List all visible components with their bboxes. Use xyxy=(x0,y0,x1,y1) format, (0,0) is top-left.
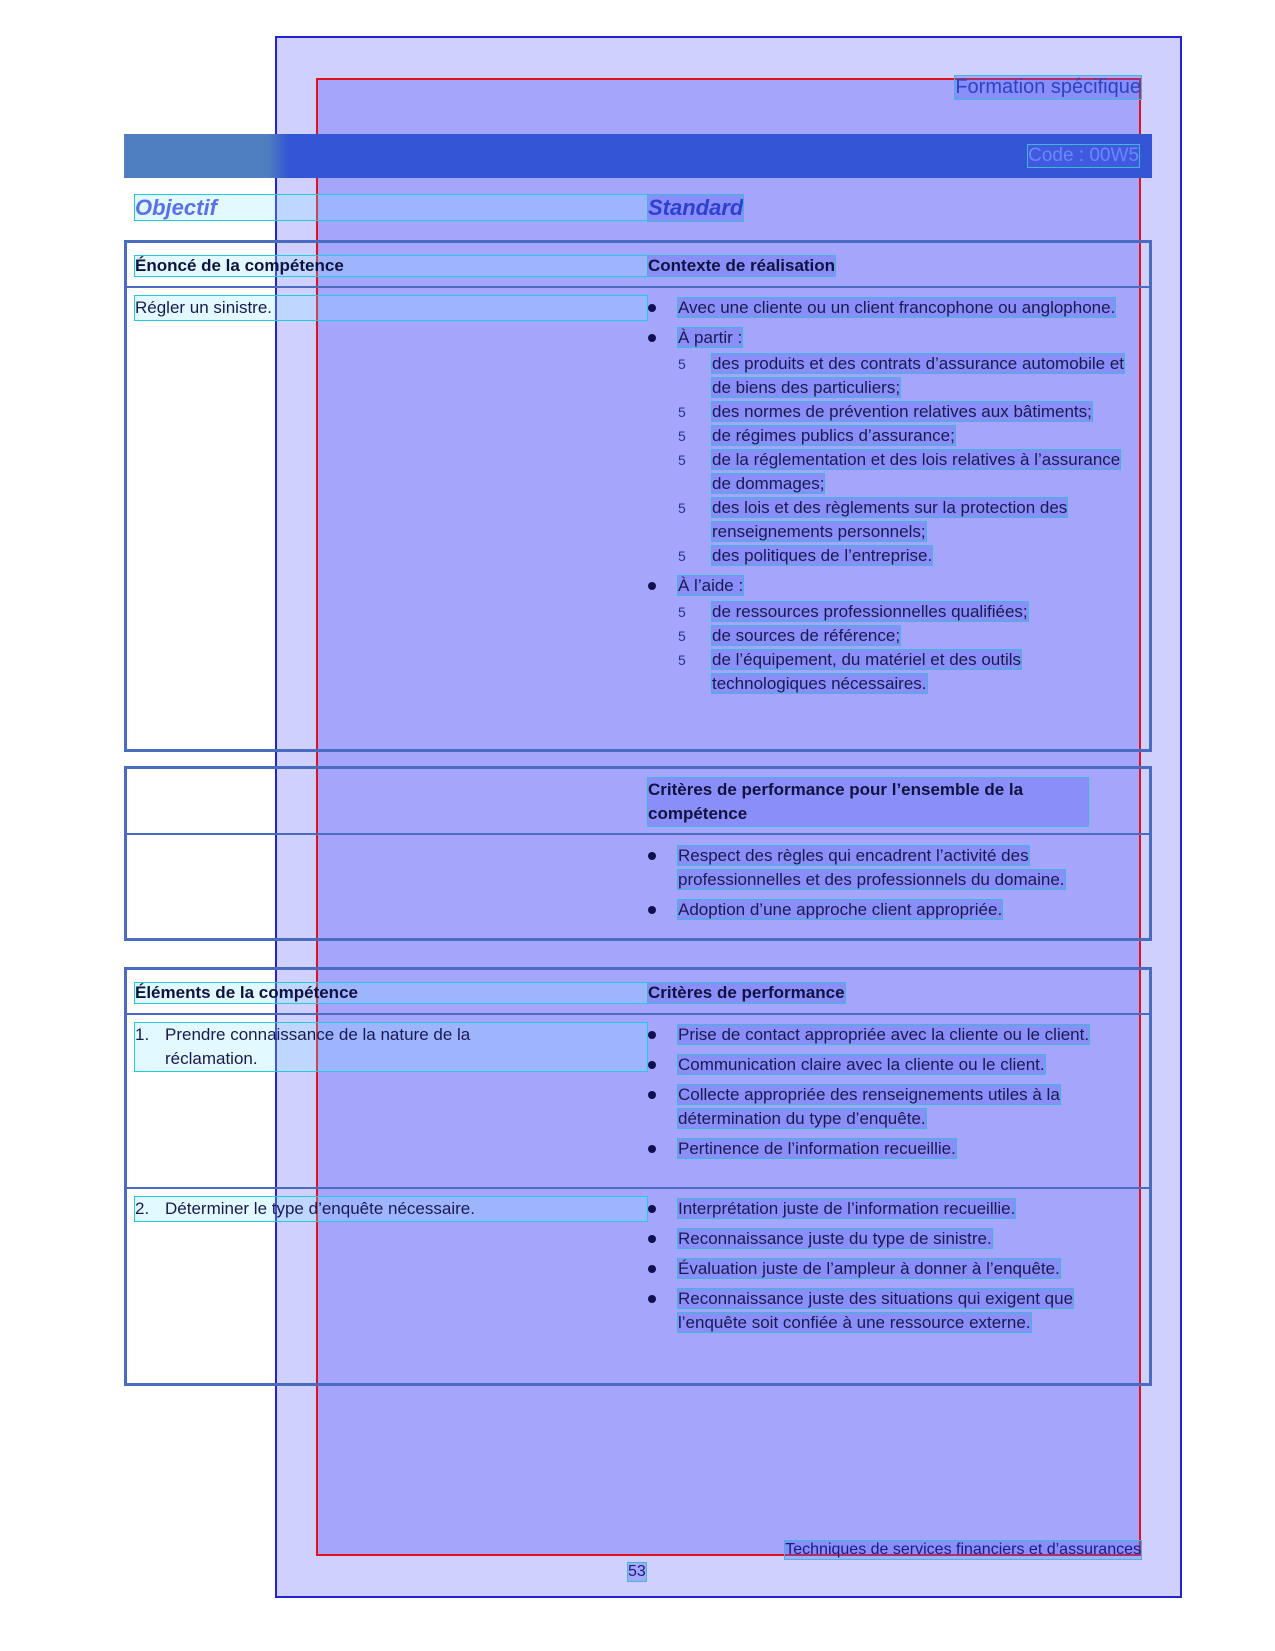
context-subitem: 5 des lois et des règlements sur la protection des renseignements personnels; xyxy=(678,496,1128,544)
criteria-item: Reconnaissance juste des situations qui exigent que l’enquête soit confiée à une ressource externe. xyxy=(648,1287,1128,1335)
criteria-item: Évaluation juste de l’ampleur à donner à l’enquête. xyxy=(648,1257,1128,1281)
context-subitem: 5 de régimes publics d’assurance; xyxy=(678,424,1128,448)
competence-statement: Régler un sinistre. xyxy=(135,296,647,320)
context-subitem: 5 des produits et des contrats d’assurance automobile et de biens des particuliers; xyxy=(678,352,1128,400)
standard-label: Standard xyxy=(648,195,744,220)
criteria-item: Communication claire avec la cliente ou le client. xyxy=(648,1053,1128,1077)
element-number: 1. xyxy=(135,1025,150,1044)
element-text: Déterminer le type d’enquête nécessaire. xyxy=(165,1199,475,1218)
header-divider xyxy=(127,1013,1149,1015)
context-subitem: 5 des normes de prévention relatives aux bâtiments; xyxy=(678,400,1128,424)
code-bar xyxy=(124,134,1152,178)
context-item: À partir : 5 des produits et des contrats d’assurance automobile et de biens des particuliers; 5 des normes de prévention relatives aux bâtiments; 5 de régimes publics d’assurance; 5 de la réglementation et des lois relatives à l’assurance de dommages; 5 des lois et des règlements sur la protection des renseignements personnels; 5 des politiques de l’entreprise. xyxy=(648,326,1128,568)
header-divider xyxy=(127,286,1149,288)
element-number: 2. xyxy=(135,1199,150,1218)
row-divider xyxy=(127,1187,1149,1189)
global-criteria-header: Critères de performance pour l’ensemble de la compétence xyxy=(648,778,1088,826)
criteria-list-2 xyxy=(648,1197,1128,1341)
context-item: À l’aide : 5 de ressources professionnelles qualifiées; 5 de sources de référence; 5 de l’équipement, du matériel et des outils technologiques nécessaires. xyxy=(648,574,1128,696)
element-text: Prendre connaissance de la nature de la réclamation. xyxy=(165,1025,471,1068)
context-subitem: 5 de sources de référence; xyxy=(678,624,1128,648)
context-item: Avec une cliente ou un client francophone ou anglophone. xyxy=(648,296,1128,320)
context-list xyxy=(648,296,1128,702)
header-title: Formation spécifique xyxy=(955,76,1141,98)
context-header: Contexte de réalisation xyxy=(648,256,836,275)
context-subitem: 5 de l’équipement, du matériel et des outils technologiques nécessaires. xyxy=(678,648,1128,696)
criteria-item: Pertinence de l’information recueillie. xyxy=(648,1137,1128,1161)
criteria-item: Interprétation juste de l’information recueillie. xyxy=(648,1197,1128,1221)
criteria-item: Reconnaissance juste du type de sinistre. xyxy=(648,1227,1128,1251)
statement-header: Énoncé de la compétence xyxy=(135,256,647,276)
global-criteria-list xyxy=(648,844,1128,928)
code-label: Code : 00W5 xyxy=(1028,145,1139,166)
context-subitem: 5 de la réglementation et des lois relatives à l’assurance de dommages; xyxy=(678,448,1128,496)
elements-header: Éléments de la compétence xyxy=(135,983,647,1003)
element-row-1 xyxy=(135,1023,647,1071)
global-criteria-item: Respect des règles qui encadrent l’activité des professionnelles et des professionnels du domaine. xyxy=(648,844,1128,892)
criteria-item: Prise de contact appropriée avec la cliente ou le client. xyxy=(648,1023,1128,1047)
objectif-label: Objectif xyxy=(135,195,647,220)
criteria-item: Collecte appropriée des renseignements utiles à la détermination du type d’enquête. xyxy=(648,1083,1128,1131)
page-number: 53 xyxy=(628,1563,646,1580)
footer-program: Techniques de services financiers et d’assurances xyxy=(785,1541,1141,1558)
context-subitem: 5 de ressources professionnelles qualifiées; xyxy=(678,600,1128,624)
global-criteria-item: Adoption d’une approche client appropriée. xyxy=(648,898,1128,922)
element-row-2 xyxy=(135,1197,647,1221)
criteria-header: Critères de performance xyxy=(648,983,845,1002)
criteria-list-1 xyxy=(648,1023,1128,1167)
header-divider xyxy=(127,833,1149,835)
context-subitem: 5 des politiques de l’entreprise. xyxy=(678,544,1128,568)
